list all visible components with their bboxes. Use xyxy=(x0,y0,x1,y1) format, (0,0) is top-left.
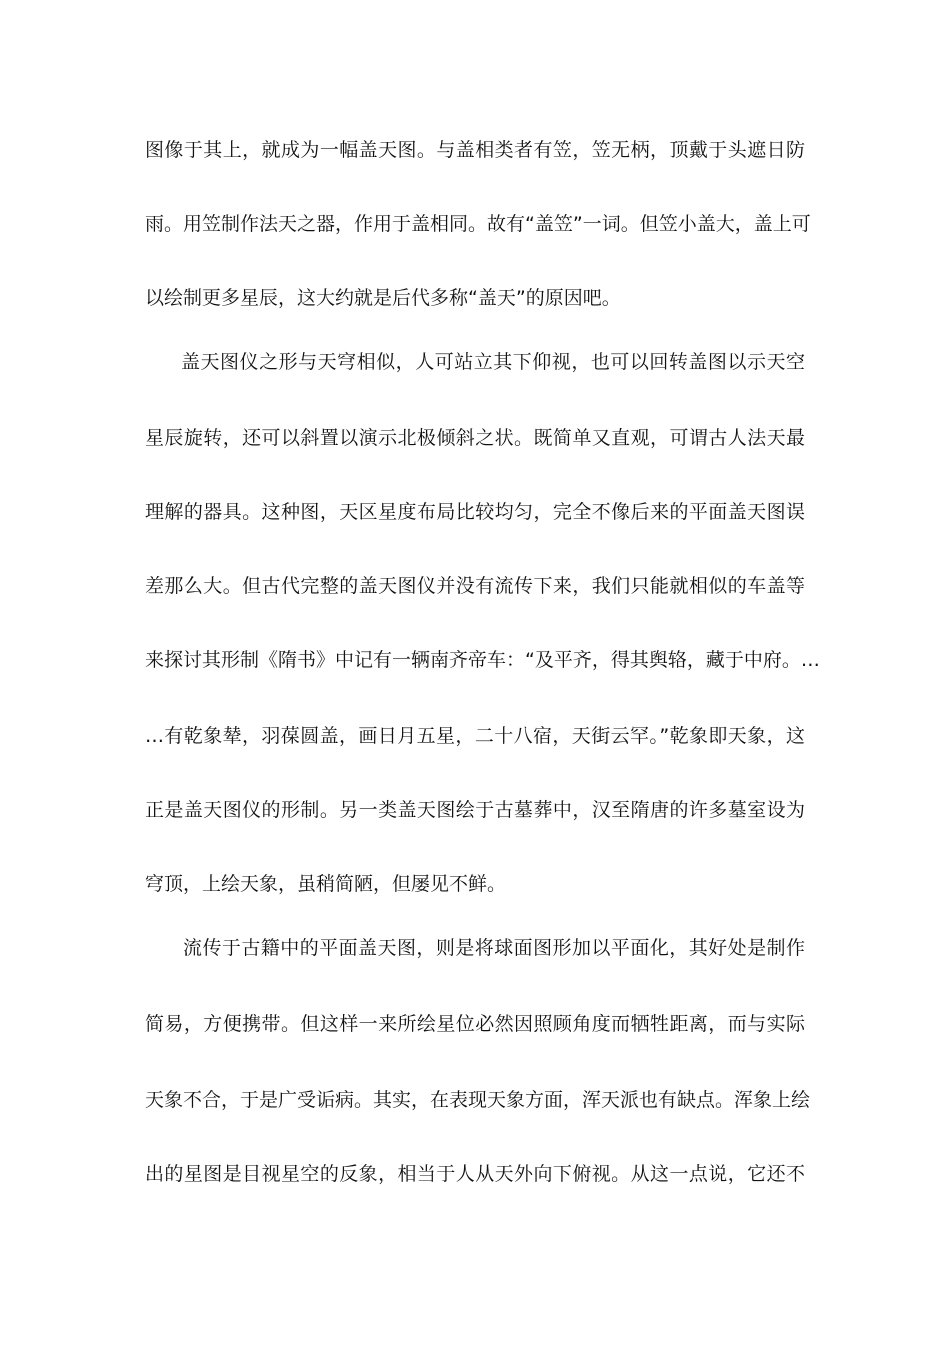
text-line: 以绘制更多星辰，这大约就是后代多称“盖天”的原因吧。 xyxy=(145,287,621,309)
text-line: 正是盖天图仪的形制。另一类盖天图绘于古墓葬中，汉至隋唐的许多墓室设为 xyxy=(145,799,805,821)
text-line: …有乾象辇，羽葆圆盖，画日月五星，二十八宿，天街云罕。”乾象即天象，这 xyxy=(145,725,805,747)
text-line: 差那么大。但古代完整的盖天图仪并没有流传下来，我们只能就相似的车盖等 xyxy=(145,575,805,597)
text-line: 来探讨其形制《隋书》中记有一辆南齐帝车：“及平齐，得其舆辂，藏于中府。… xyxy=(145,649,820,671)
text-line: 流传于古籍中的平面盖天图，则是将球面图形加以平面化，其好处是制作 xyxy=(183,937,805,959)
text-line: 图像于其上，就成为一幅盖天图。与盖相类者有笠，笠无柄，顶戴于头遮日防 xyxy=(145,139,805,161)
text-line: 天象不合，于是广受诟病。其实，在表现天象方面，浑天派也有缺点。浑象上绘 xyxy=(145,1089,811,1111)
text-line: 穹顶，上绘天象，虽稍简陋，但屡见不鲜。 xyxy=(145,873,507,895)
text-line: 出的星图是目视星空的反象，相当于人从天外向下俯视。从这一点说，它还不 xyxy=(145,1163,805,1185)
text-line: 盖天图仪之形与天穹相似，人可站立其下仰视，也可以回转盖图以示天空 xyxy=(181,351,805,373)
text-line: 星辰旋转，还可以斜置以演示北极倾斜之状。既简单又直观，可谓古人法天最 xyxy=(145,427,805,449)
text-line: 理解的器具。这种图，天区星度布局比较均匀，完全不像后来的平面盖天图误 xyxy=(145,501,805,523)
text-line: 雨。用笠制作法天之器，作用于盖相同。故有“盖笠”一词。但笠小盖大，盖上可 xyxy=(145,213,811,235)
text-line: 简易，方便携带。但这样一来所绘星位必然因照顾角度而牺牲距离，而与实际 xyxy=(145,1013,805,1035)
